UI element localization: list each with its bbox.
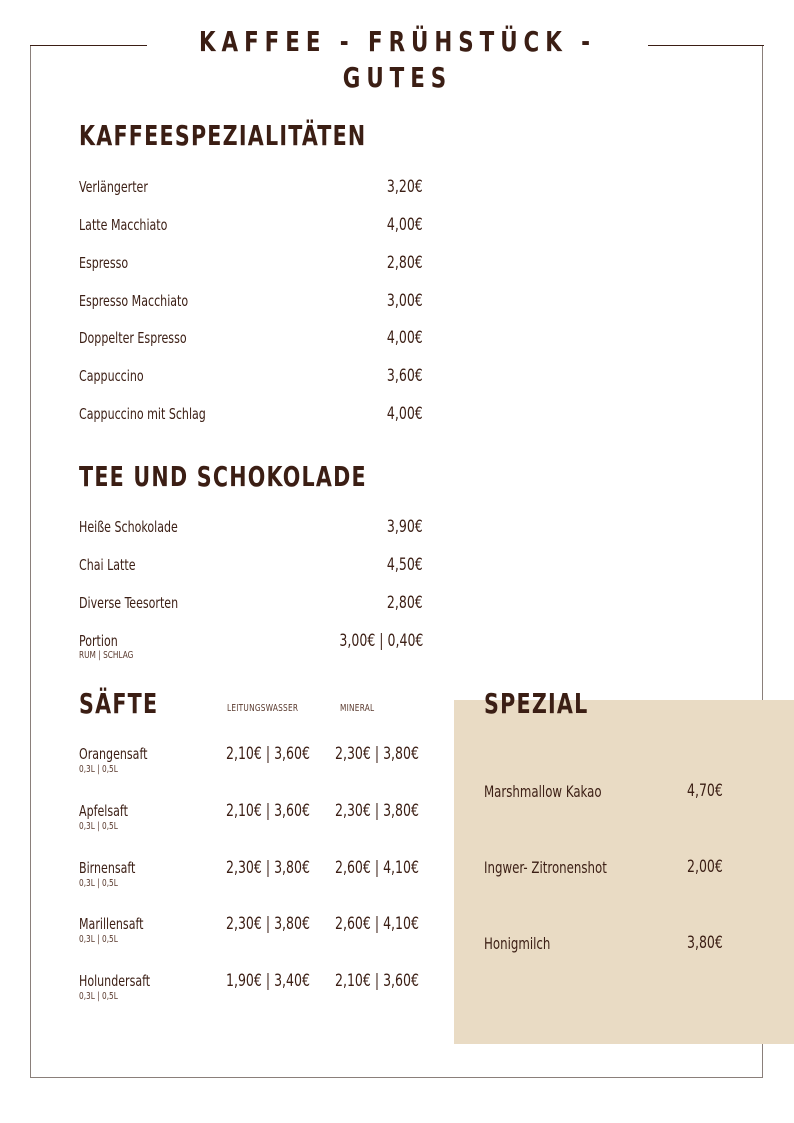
menu-item-name: Espresso (79, 254, 129, 272)
menu-item-name: Chai Latte (79, 556, 136, 574)
juice-name: Marillensaft (79, 915, 144, 933)
menu-item-name: Latte Macchiato (79, 216, 168, 234)
menu-item-name: Heiße Schokolade (79, 518, 178, 536)
juice-name: Birnensaft (79, 859, 136, 877)
tee-section-title: TEE UND SCHOKOLADE (79, 460, 367, 493)
column-header-leitungswasser: LEITUNGSWASSER (227, 703, 299, 714)
menu-item-price: 3,60€ (387, 366, 423, 386)
saefte-section-title: SÄFTE (79, 687, 159, 720)
spezial-item-name: Ingwer- Zitronenshot (484, 858, 607, 877)
juice-name: Holundersaft (79, 972, 151, 990)
page-title: KAFFEE - FRÜHSTÜCK - GUTES (199, 25, 596, 94)
menu-item-price: 3,00€ | 0,40€ (339, 631, 423, 651)
juice-price-mineral: 2,60€ | 4,10€ (335, 858, 419, 878)
juice-price-leitungswasser: 1,90€ | 3,40€ (226, 971, 310, 991)
menu-item-price: 4,00€ (387, 404, 423, 424)
juice-price-mineral: 2,10€ | 3,60€ (335, 971, 419, 991)
menu-item-price: 4,00€ (387, 215, 423, 235)
menu-item-name: Espresso Macchiato (79, 292, 189, 310)
juice-size: 0,3L | 0,5L (79, 878, 118, 889)
menu-item-name: Verlängerter (79, 178, 148, 196)
juice-name: Apfelsaft (79, 802, 128, 820)
spezial-item-name: Marshmallow Kakao (484, 782, 602, 801)
menu-item-name: Doppelter Espresso (79, 329, 187, 347)
menu-item-name: Cappuccino (79, 367, 144, 385)
menu-item-name: Portion (79, 632, 118, 650)
juice-price-leitungswasser: 2,10€ | 3,60€ (226, 744, 310, 764)
spezial-section-title: SPEZIAL (484, 687, 589, 720)
juice-price-leitungswasser: 2,10€ | 3,60€ (226, 801, 310, 821)
menu-item-subtext: RUM | SCHLAG (79, 650, 134, 661)
juice-name: Orangensaft (79, 745, 148, 763)
menu-item-price: 3,00€ (387, 291, 423, 311)
spezial-item-name: Honigmilch (484, 934, 551, 953)
spezial-item-price: 3,80€ (687, 933, 723, 953)
juice-size: 0,3L | 0,5L (79, 764, 118, 775)
menu-item-name: Diverse Teesorten (79, 594, 179, 612)
menu-item-price: 3,20€ (387, 177, 423, 197)
juice-price-leitungswasser: 2,30€ | 3,80€ (226, 914, 310, 934)
title-rule-right (648, 45, 764, 46)
menu-item-price: 4,50€ (387, 555, 423, 575)
menu-item-price: 3,90€ (387, 517, 423, 537)
spezial-item-price: 2,00€ (687, 857, 723, 877)
spezial-item-price: 4,70€ (687, 781, 723, 801)
title-rule-left (30, 45, 147, 46)
juice-size: 0,3L | 0,5L (79, 991, 118, 1002)
column-header-mineral: MINERAL (340, 703, 375, 714)
menu-item-price: 2,80€ (387, 253, 423, 273)
menu-item-price: 4,00€ (387, 328, 423, 348)
juice-size: 0,3L | 0,5L (79, 821, 118, 832)
menu-item-price: 2,80€ (387, 593, 423, 613)
juice-size: 0,3L | 0,5L (79, 934, 118, 945)
menu-item-name: Cappuccino mit Schlag (79, 405, 206, 423)
juice-price-mineral: 2,30€ | 3,80€ (335, 801, 419, 821)
juice-price-mineral: 2,30€ | 3,80€ (335, 744, 419, 764)
juice-price-leitungswasser: 2,30€ | 3,80€ (226, 858, 310, 878)
kaffee-section-title: KAFFEESPEZIALITÄTEN (79, 119, 367, 152)
juice-price-mineral: 2,60€ | 4,10€ (335, 914, 419, 934)
